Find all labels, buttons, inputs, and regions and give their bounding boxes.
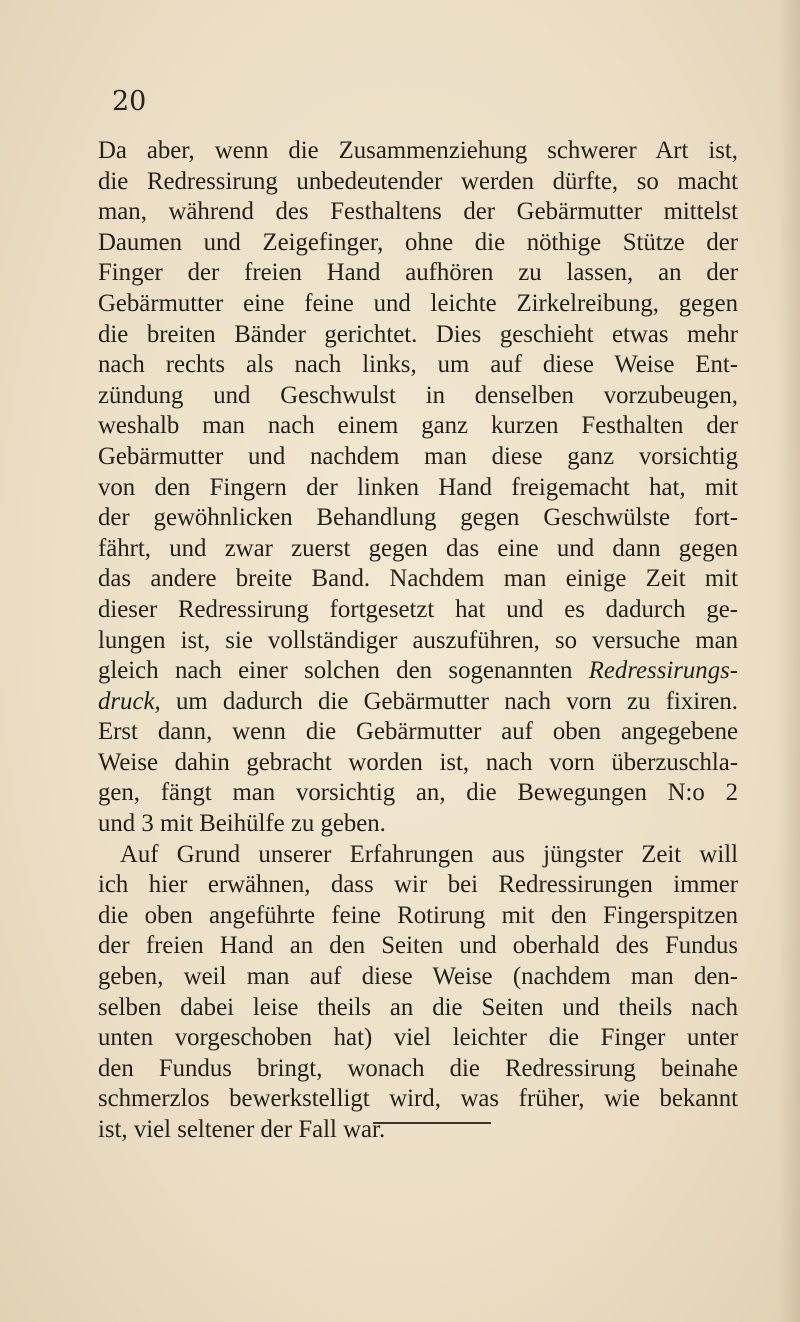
text-line: Weise dahin gebracht worden ist, nach vorn überzuschla- bbox=[98, 748, 738, 776]
text-line: geben, weil man auf diese Weise (nachdem man den- bbox=[98, 963, 738, 991]
text-line: lungen ist, sie vollständiger auszuführen, so versuche man bbox=[98, 626, 738, 654]
body-text bbox=[98, 136, 738, 1146]
text-line: man, während des Festhaltens der Gebärmutter mittelst bbox=[98, 198, 738, 226]
text-line: Daumen und Zeigefinger, ohne die nöthige Stütze der bbox=[98, 228, 738, 256]
text-line: die breiten Bänder gerichtet. Dies geschieht etwas mehr bbox=[98, 320, 738, 348]
section-end-rule bbox=[373, 1122, 491, 1124]
text-line: das andere breite Band. Nachdem man einige Zeit mit bbox=[98, 565, 738, 593]
text-line-with-term bbox=[98, 687, 738, 718]
text-segment: um dadurch die Gebärmutter nach vorn zu fixiren. bbox=[175, 687, 738, 715]
text-line: Finger der freien Hand aufhören zu lassen, an der bbox=[98, 259, 738, 287]
text-line: und 3 mit Beihülfe zu geben. bbox=[98, 810, 386, 838]
text-line: ist, viel seltener der Fall war. bbox=[98, 1116, 386, 1143]
text-line: weshalb man nach einem ganz kurzen Festhalten der bbox=[98, 412, 738, 440]
text-line: der freien Hand an den Seiten und oberhald des Fundus bbox=[98, 932, 738, 960]
text-line: der gewöhnlicken Behandlung gegen Geschwülste fort- bbox=[98, 504, 738, 532]
page-edge-shadow bbox=[778, 0, 800, 1322]
text-line-with-term bbox=[98, 656, 738, 687]
text-line: schmerzlos bewerkstelligt wird, was früher, wie bekannt bbox=[98, 1085, 738, 1113]
text-line: nach rechts als nach links, um auf diese Weise Ent- bbox=[98, 351, 738, 379]
text-segment: gleich nach einer solchen den sogenannten bbox=[98, 657, 573, 685]
paragraph-start-line: Auf Grund unserer Erfahrungen aus jüngster Zeit will bbox=[120, 840, 738, 868]
text-line: dieser Redressirung fortgesetzt hat und es dadurch ge- bbox=[98, 595, 738, 623]
italic-term: Redressirungs- bbox=[588, 657, 738, 685]
text-line: Gebärmutter und nachdem man diese ganz vorsichtig bbox=[98, 442, 738, 470]
text-line: ich hier erwähnen, dass wir bei Redressirungen immer bbox=[98, 871, 738, 899]
text-line: zündung und Geschwulst in denselben vorzubeugen, bbox=[98, 381, 738, 409]
text-line: gen, fängt man vorsichtig an, die Bewegungen N:o 2 bbox=[98, 779, 738, 807]
page-number: 20 bbox=[112, 86, 147, 117]
text-line: von den Fingern der linken Hand freigemacht hat, mit bbox=[98, 473, 738, 501]
text-line: fährt, und zwar zuerst gegen das eine und dann gegen bbox=[98, 534, 738, 562]
italic-term: druck, bbox=[98, 687, 161, 715]
text-line: Erst dann, wenn die Gebärmutter auf oben angegebene bbox=[98, 718, 738, 746]
text-line: den Fundus bringt, wonach die Redressirung beinahe bbox=[98, 1054, 738, 1082]
text-line: selben dabei leise theils an die Seiten und theils nach bbox=[98, 993, 738, 1021]
text-line: die Redressirung unbedeutender werden dürfte, so macht bbox=[98, 167, 738, 195]
text-line: Gebärmutter eine feine und leichte Zirkelreibung, gegen bbox=[98, 289, 738, 317]
text-line: unten vorgeschoben hat) viel leichter die Finger unter bbox=[98, 1024, 738, 1052]
text-line: Da aber, wenn die Zusammenziehung schwerer Art ist, bbox=[98, 137, 738, 164]
text-line: die oben angeführte feine Rotirung mit den Fingerspitzen bbox=[98, 901, 738, 929]
